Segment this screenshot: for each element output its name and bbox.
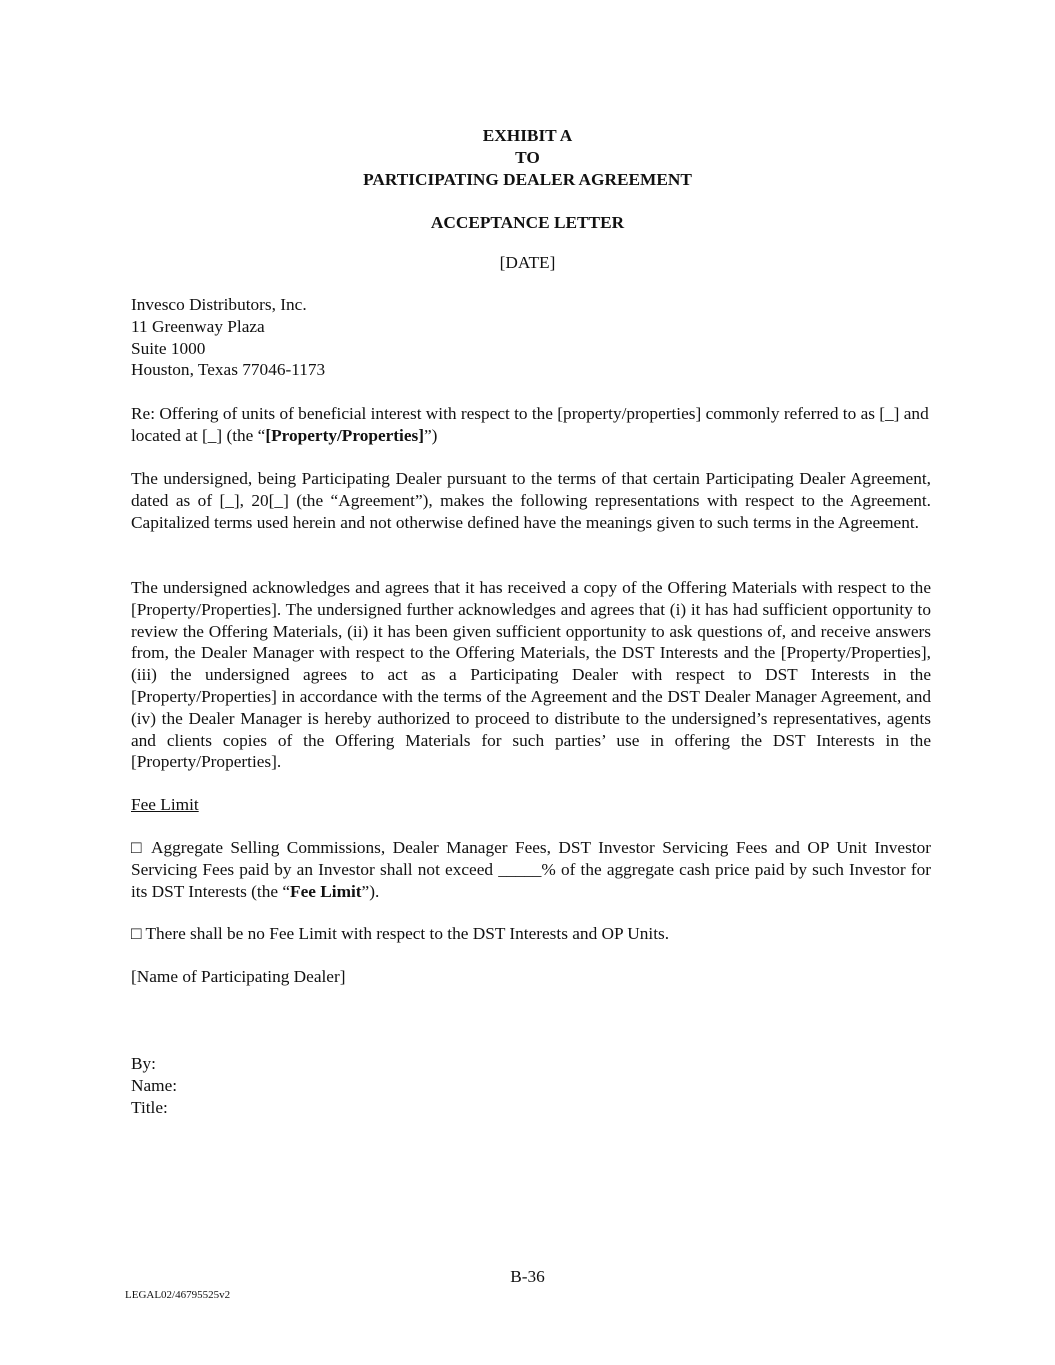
document-id: LEGAL02/46795525v2: [125, 1289, 231, 1301]
date-placeholder: [DATE]: [499, 253, 556, 272]
fee-limit-heading-text: Fee Limit: [131, 795, 199, 814]
representations-paragraph: The undersigned, being Participating Dealer pursuant to the terms of that certain Participating Dealer Agreement, dated as of [_], 20[_] (the “Agreement”), makes the following representations with respect to the Agreement. Capitalized terms used herein and not otherwise defined have the meanings given to such terms in the Agreement.: [131, 469, 931, 532]
agreement-title: PARTICIPATING DEALER AGREEMENT: [363, 170, 692, 189]
fee-limit-option-2: □ There shall be no Fee Limit with respect to the DST Interests and OP Units.: [131, 924, 670, 943]
fee-limit-option-1-end: ”).: [361, 881, 380, 901]
signature-title: Title:: [131, 1097, 168, 1117]
page-number: B-36: [510, 1267, 545, 1286]
signature-by: By:: [131, 1054, 156, 1073]
fee-limit-option-1: [131, 837, 931, 902]
fee-limit-option-1-text: □ Aggregate Selling Commissions, Dealer Manager Fees, DST Investor Servicing Fees and OP Unit Investor Servicing Fees paid by an Investor shall not exceed _____% of the aggregate cash price paid by such Investor for its DST Interests (the “: [131, 838, 931, 901]
re-defined-term: [Property/Properties]: [265, 425, 425, 445]
dealer-name-placeholder: [Name of Participating Dealer]: [131, 967, 346, 986]
re-text: Re: Offering of units of beneficial interest with respect to the [property/properties] commonly referred to as [_] and located at [_] (the “: [131, 404, 929, 445]
fee-limit-defined-term: Fee Limit: [290, 881, 362, 901]
address-line-suite: Suite 1000: [131, 338, 206, 358]
signature-name: Name:: [131, 1075, 178, 1095]
exhibit-heading: EXHIBIT A: [482, 126, 573, 145]
exhibit-heading-to: TO: [515, 148, 540, 167]
recipient-address: [131, 294, 931, 381]
acknowledgement-paragraph: The undersigned acknowledges and agrees that it has received a copy of the Offering Materials with respect to the [Property/Properties]. The undersigned further acknowledges and agrees that (i) it has had sufficient opportunity to review the Offering Materials, (ii) it has been given sufficient opportunity to ask questions of, and receive answers from, the Dealer Manager with respect to the Offering Materials, the DST Interests and the [Property/Properties], (iii) the undersigned agrees to act as a Participating Dealer with respect to DST Interests in the [Property/Properties] in accordance with the terms of the Agreement and the DST Dealer Manager Agreement, and (iv) the Dealer Manager is hereby authorized to proceed to distribute to the undersigned’s representatives, agents and clients copies of the Offering Materials for such parties’ use in offering the DST Interests in the [Property/Properties].: [131, 578, 931, 772]
re-end: ”): [424, 425, 438, 445]
address-line-company: Invesco Distributors, Inc.: [131, 295, 307, 314]
address-line-city: Houston, Texas 77046-1173: [131, 360, 326, 380]
fee-limit-heading: [131, 794, 931, 816]
address-line-street: 11 Greenway Plaza: [131, 316, 265, 336]
re-line: [131, 403, 931, 447]
acceptance-letter-title: ACCEPTANCE LETTER: [430, 213, 625, 232]
signature-block: [131, 1053, 931, 1118]
